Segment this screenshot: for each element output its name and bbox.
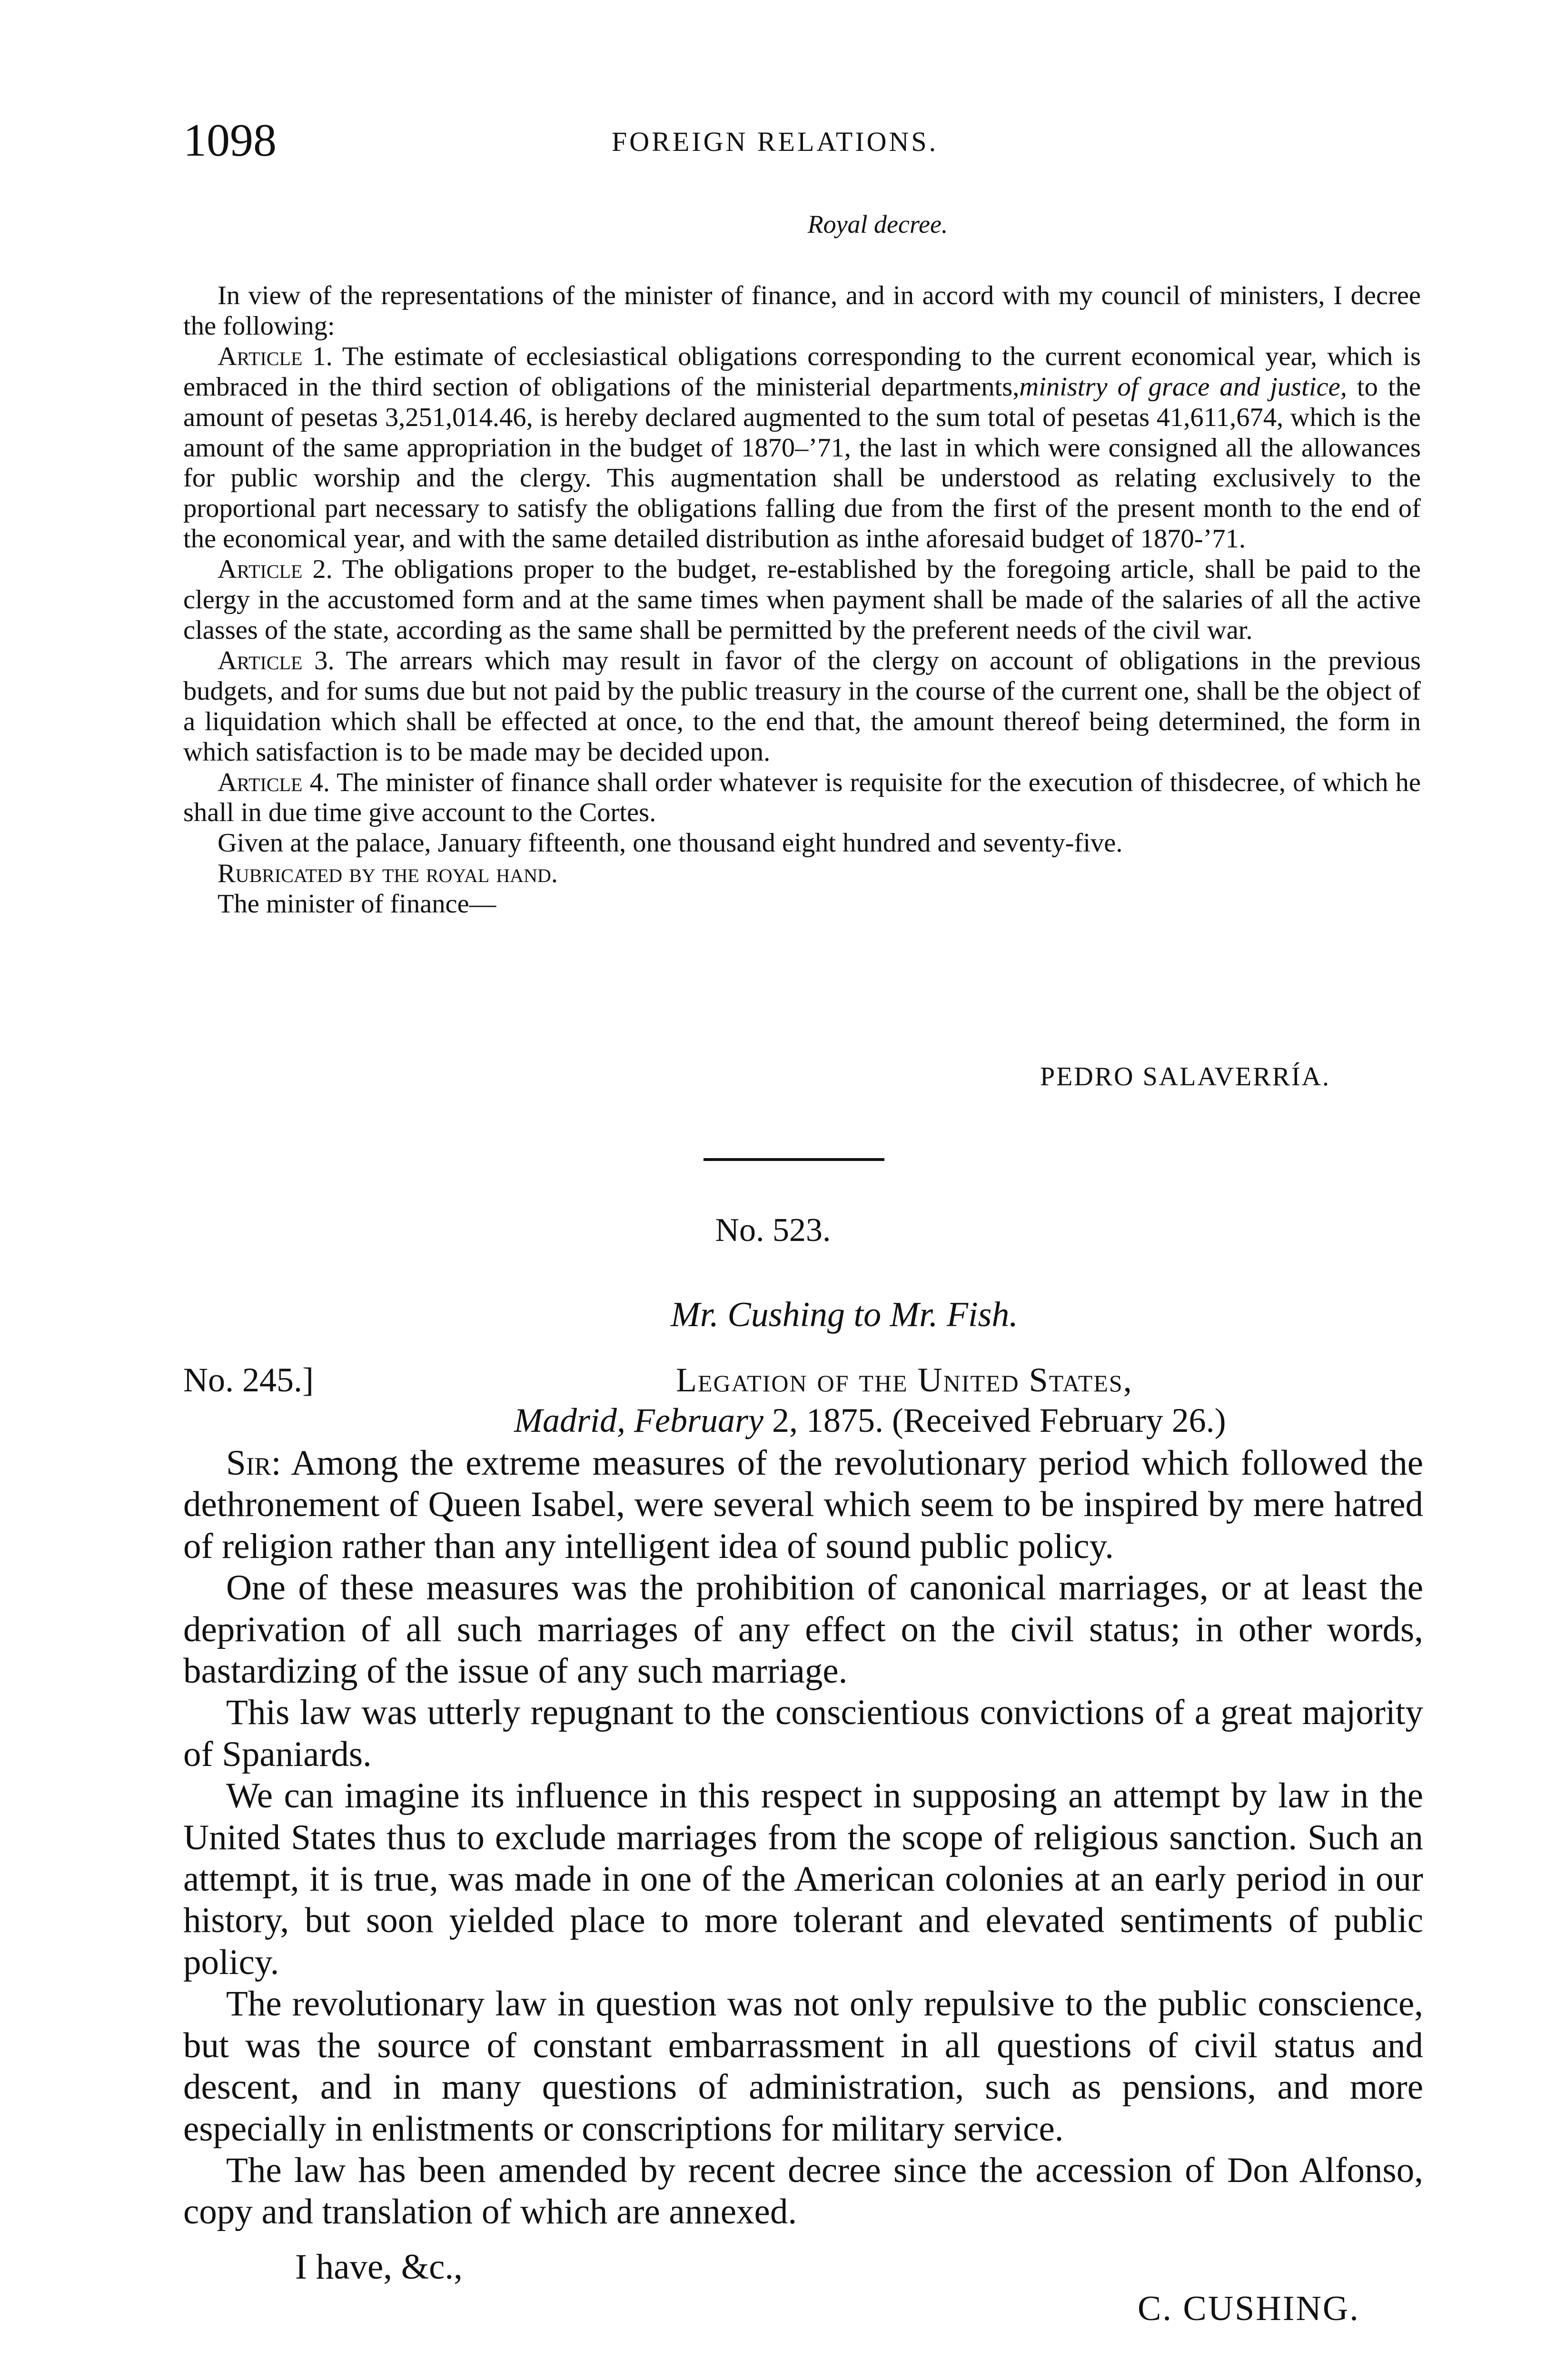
article-2-text: The obligations proper to the budget, re-established by the foregoing article, shall be paid to the clergy in the accustomed form and at the same times when payment shall be made of the salaries of all the active classes of the state, according as the same shall be permitted by the preferent needs of the civil war. bbox=[183, 555, 1421, 645]
article-2-label: Article 2. bbox=[218, 555, 333, 585]
decree-article-3 bbox=[183, 646, 1421, 768]
letter-paragraph-3: This law was utterly repugnant to the conscientious convictions of a great majority of Spaniards. bbox=[183, 1693, 1423, 1774]
dateline-rest: 2, 1875. (Received February 26.) bbox=[772, 1401, 1226, 1439]
decree-signature: PEDRO SALAVERRÍA. bbox=[1040, 1062, 1331, 1091]
letter-paragraph-6: The law has been amended by recent decree since the accession of Don Alfonso, copy and translation of which are annexed. bbox=[183, 2150, 1423, 2232]
article-1-label: Article 1. bbox=[218, 341, 333, 371]
letter-body bbox=[183, 1442, 1423, 2233]
document-number: No. 523. bbox=[715, 1212, 831, 1249]
salutation: Sir: bbox=[226, 1443, 281, 1483]
article-1-italic: ministry of grace and justice, bbox=[1019, 372, 1347, 402]
decree-article-4 bbox=[183, 768, 1421, 829]
decree-minister-line: The minister of finance— bbox=[218, 889, 496, 919]
article-3-label: Article 3. bbox=[218, 645, 335, 675]
letter-paragraph-2: One of these measures was the prohibition of canonical marriages, or at least the deprivation of all such marriages of any effect on the civil status; in other words, bastardizing of the issue of any such marriage. bbox=[183, 1568, 1423, 1691]
running-head bbox=[183, 112, 1421, 169]
decree-article-2 bbox=[183, 555, 1421, 646]
decree-intro: In view of the representations of the minister of finance, and in accord with my council of ministers, I decree the following: bbox=[183, 281, 1421, 341]
decree-given: Given at the palace, January fifteenth, one thousand eight hundred and seventy-five. bbox=[218, 828, 1123, 858]
dateline bbox=[514, 1399, 1226, 1441]
section-divider bbox=[704, 1158, 884, 1161]
paragraph-1-text: Among the extreme measures of the revolutionary period which followed the dethronement of Queen Isabel, were several which seem to be inspired by mere hatred of religion rather than any intelligent idea of sound public policy. bbox=[183, 1443, 1423, 1566]
decree-article-1 bbox=[183, 342, 1421, 555]
letter-paragraph-4: We can imagine its influence in this respect in supposing an attempt by law in the United States thus to exclude marriages from the scope of religious sanction. Such an attempt, it is true, was made in one of the American colonies at an early period in our history, but soon yielded place to more tolerant and elevated sentiments of public policy. bbox=[183, 1776, 1423, 1982]
article-1-text-end: to the amount of pesetas 3,251,014.46, is hereby declared augmented to the sum total of pesetas 41,611,674, which is the amount of the same appropriation in the budget of 1870–’71, the last in which were consigned all the allowances for public worship and the clergy. This augmentation shall be understood as relating exclusively to the proportional part necessary to satisfy the obligations falling due from the first of the present month to the end of the economical year, and with the same detailed distribution as inthe aforesaid budget of 1870-’71. bbox=[183, 372, 1421, 554]
letter-paragraph-5: The revolutionary law in question was not only repulsive to the public conscience, but was the source of constant embarrassment in all questions of civil status and descent, and in many questions of administration, such as pensions, and more especially in enlistments or conscriptions for military service. bbox=[183, 1984, 1423, 2149]
article-3-text: The arrears which may result in favor of the clergy on account of obligations in the previous budgets, and for sums due but not paid by the public treasury in the course of the current one, shall be the object of a liquidation which shall be effected at once, to the end that, the amount thereof being determined, the form in which satisfaction is to be made may be decided upon. bbox=[183, 645, 1421, 767]
dateline-place: Madrid, February bbox=[514, 1401, 763, 1439]
running-title: FOREIGN RELATIONS. bbox=[612, 126, 939, 157]
letter-closing: I have, &c., bbox=[295, 2247, 463, 2287]
dispatch-number: No. 245.] bbox=[183, 1361, 314, 1399]
letter-paragraph-1 bbox=[183, 1442, 1423, 1567]
article-4-text: The minister of finance shall order whatever is requisite for the execution of thisdecree, of which he shall in due time give account to the Cortes. bbox=[183, 767, 1421, 828]
page-number: 1098 bbox=[183, 115, 277, 166]
article-1-text-start: The estimate of ecclesiastical obligations corresponding to the current economical year, which is embraced in the third section of obligations of the ministerial departments, bbox=[183, 341, 1421, 402]
legation-name: Legation of the United States, bbox=[676, 1361, 1133, 1399]
decree-rubricated: Rubricated by the royal hand. bbox=[218, 859, 558, 889]
royal-decree-body bbox=[183, 281, 1421, 920]
letter-signature: C. CUSHING. bbox=[1138, 2289, 1360, 2328]
letter-title: Mr. Cushing to Mr. Fish. bbox=[671, 1295, 1018, 1334]
article-4-label: Article 4. bbox=[218, 767, 330, 797]
royal-decree-title: Royal decree. bbox=[807, 210, 948, 238]
